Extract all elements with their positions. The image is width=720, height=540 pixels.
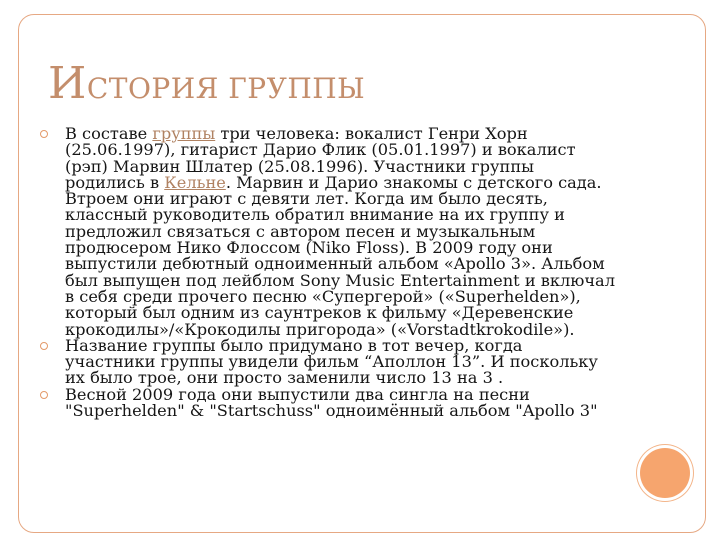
item-text: В составе [65, 124, 153, 143]
bullet-item-name-origin [40, 335, 615, 388]
bullet-item-singles [40, 384, 615, 421]
item-text: Название группы было придумано в тот вечер, когда участники группы увидели фильм “Аполлон 13”. И поскольку их было трое, они просто заменили число 13 на 3 . [65, 335, 598, 388]
bullet-item-history [40, 126, 615, 338]
bullet-circle-icon [40, 130, 48, 138]
item-text: Весной 2009 года они выпустили два сингла на песни "Superhelden" & "Startschuss" одноимённый альбом "Apollo 3" [65, 384, 598, 421]
title-rest: СТОРИЯ ГРУППЫ [86, 72, 366, 105]
item-text: . Марвин и Дарио знакомы с детского сада. Втроем они играют с девяти лет. Когда им было десять, классный руководитель обратил внимание на их группу и предложил связаться с автором песен и музыкальным продюсером Нико Флоссом (Niko Floss). В 2009 году они выпустили дебютный одноименный альбом «Apollo 3». Альбом был выпущен под лейблом Sony Music Entertainment и включал в себя среди прочего песню «Супергерой» («Superhelden»), который был одним из саунтреков к фильму «Деревенские крокодилы»/«Крокодилы пригорода» («Vorstadtkrokodile»). [65, 172, 615, 339]
slide-title [48, 58, 365, 109]
cologne-link[interactable]: Кельне [164, 172, 226, 192]
item-text: три человека: вокалист Генри Хорн (25.06.1997), гитарист Дарио Флик (05.01.1997) и вокалист (рэп) Марвин Шлатер (25.08.1996). Участники группы родились в [65, 124, 576, 192]
group-link[interactable]: группы [152, 124, 216, 143]
bullet-circle-icon [40, 342, 48, 350]
decorative-circle [640, 448, 690, 498]
bullet-list [40, 126, 615, 419]
bullet-circle-icon [40, 391, 48, 399]
title-first-letter: И [48, 58, 87, 109]
